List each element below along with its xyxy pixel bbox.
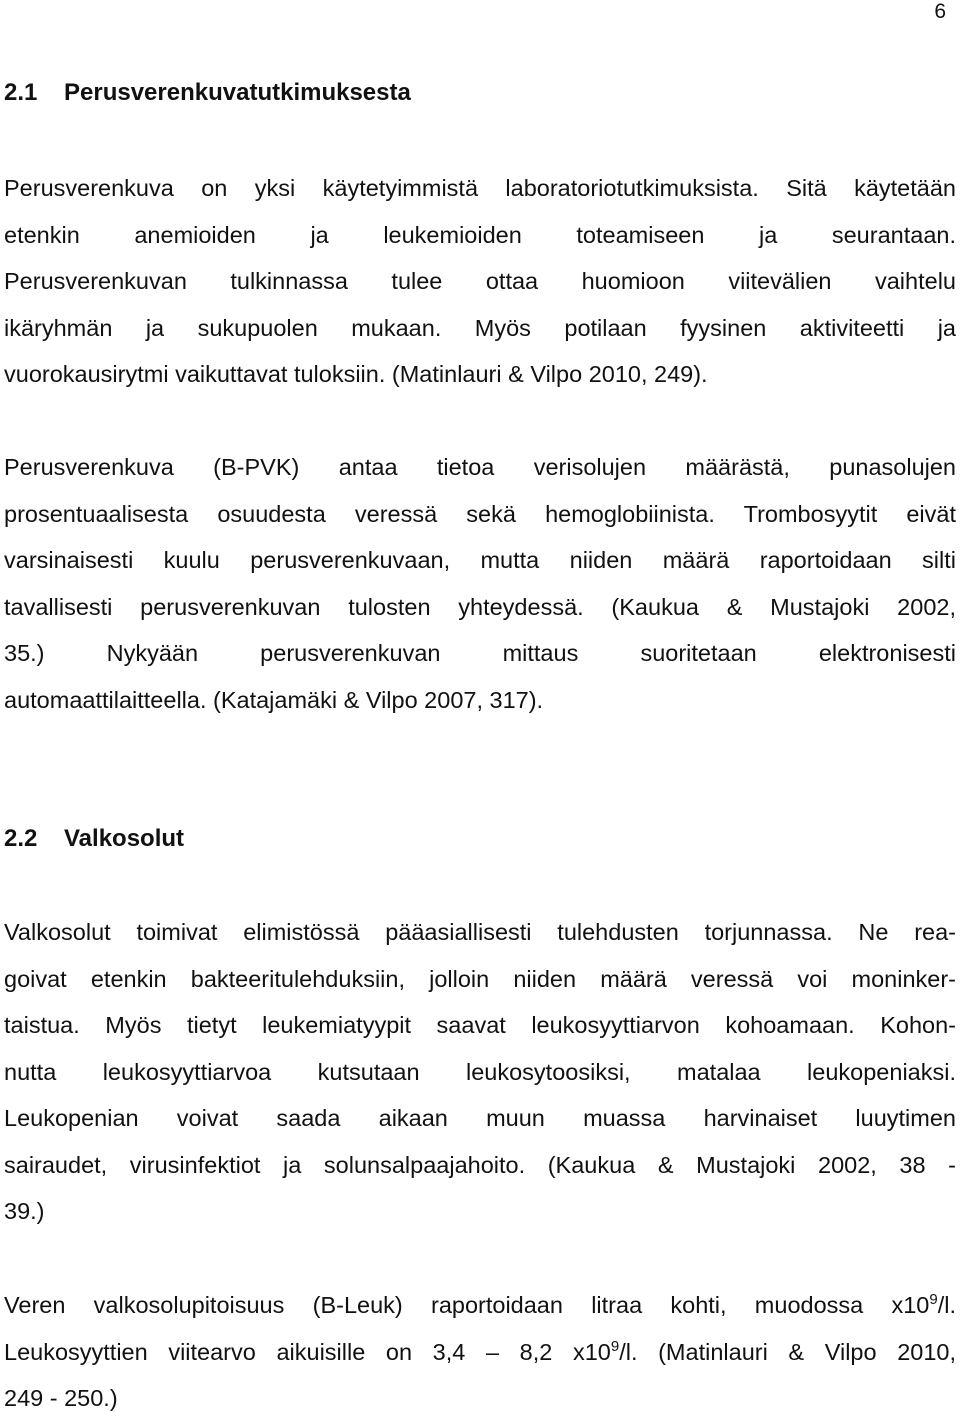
section-title: Perusverenkuvatutkimuksesta bbox=[64, 79, 411, 106]
text-line: sairaudet, virusinfektiot ja solunsalpaajahoito. (Kaukua & Mustajoki 2002, 38 - bbox=[4, 1151, 956, 1178]
text-line: Perusverenkuvan tulkinnassa tulee ottaa huomioon viitevälien vaihtelu bbox=[4, 268, 956, 294]
text-line: 39.) bbox=[4, 1198, 45, 1224]
paragraph-b-leuk bbox=[4, 1282, 956, 1422]
text-line: Perusverenkuva on yksi käytetyimmistä laboratoriotutkimuksista. Sitä käytetään bbox=[4, 175, 956, 201]
text-line: goivat etenkin bakteeritulehduksiin, jolloin niiden määrä veressä voi moninker- bbox=[4, 965, 956, 992]
text-line: nutta leukosyyttiarvoa kutsutaan leukosytoosiksi, matalaa leukopeniaksi. bbox=[4, 1058, 956, 1085]
exponent: 9 bbox=[929, 1291, 938, 1309]
text-segment: Veren valkosolupitoisuus (B-Leuk) raportoidaan litraa kohti, muodossa x10 bbox=[4, 1292, 930, 1318]
text-line: ikäryhmän ja sukupuolen mukaan. Myös potilaan fyysinen aktiviteetti ja bbox=[4, 314, 956, 341]
text-segment: /l. bbox=[937, 1292, 956, 1318]
text-line: 35.) Nykyään perusverenkuvan mittaus suoritetaan elektronisesti bbox=[4, 640, 956, 666]
text-segment: Leukosyyttien viitearvo aikuisille on 3,4 – 8,2 x10 bbox=[4, 1338, 611, 1365]
paragraph-valkosolut bbox=[4, 909, 956, 1235]
paragraph-b-pvk bbox=[4, 444, 956, 723]
text-line: Leukopenian voivat saada aikaan muun muassa harvinaiset luuytimen bbox=[4, 1105, 956, 1131]
text-line: vuorokausirytmi vaikuttavat tuloksiin. (Matinlauri & Vilpo 2010, 249). bbox=[4, 361, 708, 387]
text-line: varsinaisesti kuulu perusverenkuvaan, mutta niiden määrä raportoidaan silti bbox=[4, 547, 956, 573]
section-title: Valkosolut bbox=[64, 825, 185, 852]
section-number: 2.1 bbox=[4, 79, 38, 106]
section-heading-2-2 bbox=[4, 824, 184, 854]
exponent: 9 bbox=[610, 1337, 620, 1355]
section-number: 2.2 bbox=[4, 825, 38, 852]
text-line bbox=[4, 1329, 956, 1376]
text-line: taistua. Myös tietyt leukemiatyypit saavat leukosyyttiarvon kohoamaan. Kohon- bbox=[4, 1012, 956, 1038]
text-line bbox=[4, 1282, 956, 1329]
section-heading-2-1 bbox=[4, 78, 411, 108]
text-line: Perusverenkuva (B-PVK) antaa tietoa verisolujen määrästä, punasolujen bbox=[4, 454, 956, 480]
text-line: tavallisesti perusverenkuvan tulosten yhteydessä. (Kaukua & Mustajoki 2002, bbox=[4, 593, 956, 620]
text-line: Valkosolut toimivat elimistössä pääasiallisesti tulehdusten torjunnassa. Ne rea- bbox=[4, 919, 956, 945]
text-line: 249 - 250.) bbox=[4, 1385, 118, 1411]
text-segment: /l. (Matinlauri & Vilpo 2010, bbox=[619, 1338, 957, 1365]
paragraph-intro bbox=[4, 165, 956, 398]
text-line: automaattilaitteella. (Katajamäki & Vilpo 2007, 317). bbox=[4, 686, 544, 713]
page-number: 6 bbox=[934, 0, 946, 23]
text-line: etenkin anemioiden ja leukemioiden toteamiseen ja seurantaan. bbox=[4, 221, 956, 248]
text-line: prosentuaalisesta osuudesta veressä sekä hemoglobiinista. Trombosyytit eivät bbox=[4, 500, 956, 527]
